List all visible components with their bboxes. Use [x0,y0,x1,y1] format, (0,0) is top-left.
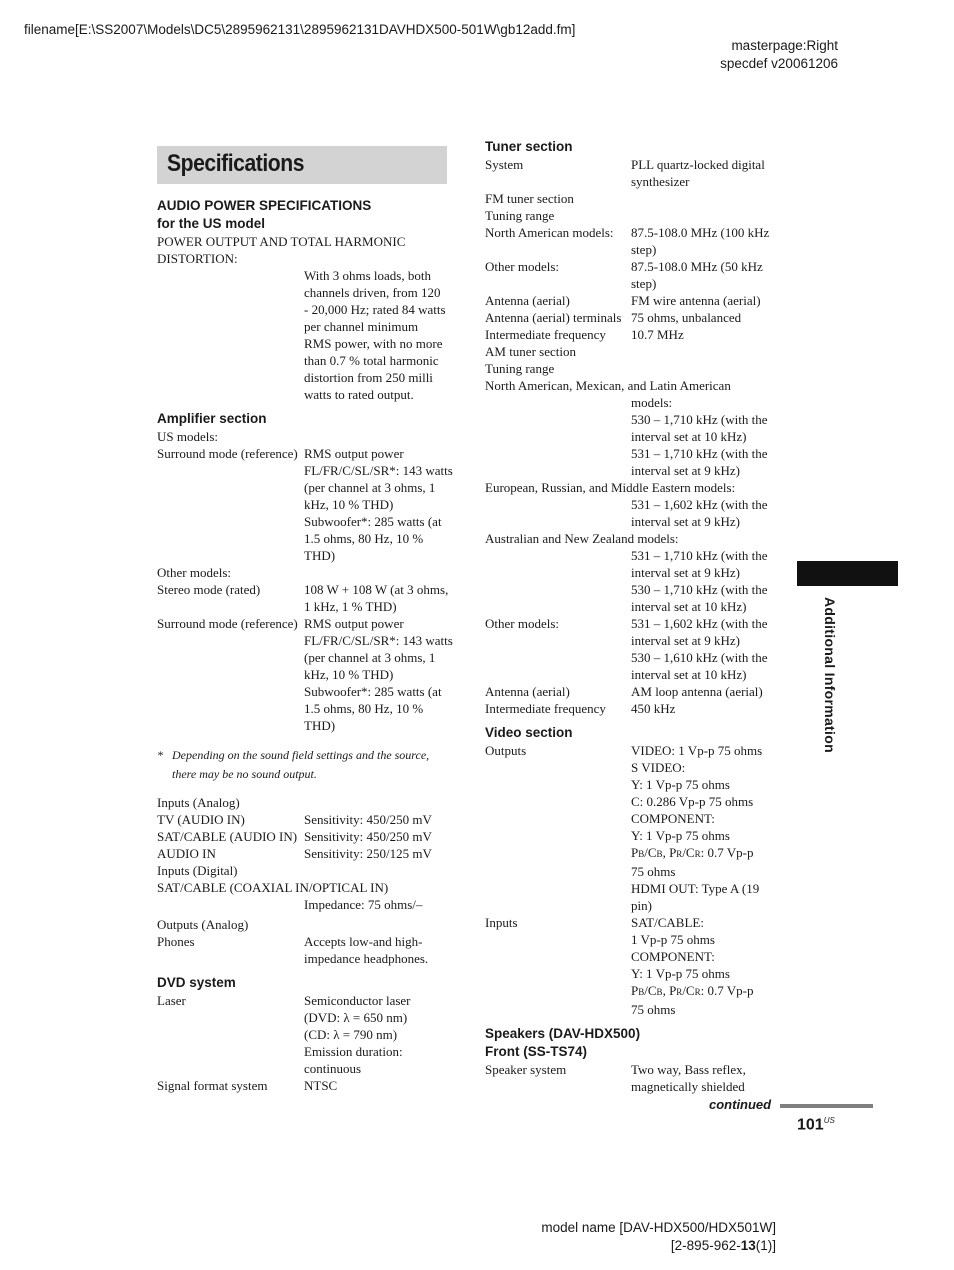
value-line: step) [631,276,657,291]
spec-value [304,581,457,615]
pr-letter: , P [662,845,677,860]
value-line: Y: 1 Vp-p 75 ohms [631,777,730,792]
value-line: Two way, Bass reflex, [631,1062,746,1077]
desc-line: distortion from 250 milli [304,370,433,385]
pb-sub: B [638,987,645,997]
spec-key: Intermediate frequency [485,701,606,716]
continued-label: continued [709,1097,772,1112]
spec-key: TV (AUDIO IN) [157,812,245,827]
value-line: continuous [304,1061,362,1076]
spec-row-audio-in [157,845,457,862]
am-tuner-label: AM tuner section [485,344,576,359]
spec-row-antenna-terminals [485,309,785,326]
spec-value: NTSC [304,1078,338,1093]
pb-letter: P [631,845,639,860]
value-line: Y: 1 Vp-p 75 ohms [631,828,730,843]
spec-key: Other models: [485,259,560,274]
page-title-box [157,146,447,184]
desc-line: watts to rated output. [304,387,414,402]
value-line: step) [631,242,657,257]
cb-letter: /C [644,845,657,860]
desc-line: - 20,000 Hz; rated 84 watts [304,302,446,317]
value-line: pin) [631,898,652,913]
pb-sub: B [638,849,645,859]
value-line: Subwoofer*: 285 watts (at [304,684,442,699]
spec-value: Sensitivity: 250/125 mV [304,846,432,861]
value-line: interval set at 10 kHz) [631,599,747,614]
value-line: 1.5 ohms, 80 Hz, 10 % [304,531,424,546]
spec-value: Sensitivity: 450/250 mV [304,829,432,844]
speakers-heading [485,1025,785,1061]
value-line: COMPONENT: [631,949,715,964]
pr-letter: , P [662,983,677,998]
footer-code-bold: 13 [740,1238,756,1253]
spec-value [631,258,785,292]
spec-value [631,742,785,914]
value-line: interval set at 9 kHz) [631,514,741,529]
value-line: 531 – 1,710 kHz (with the [631,548,768,563]
value-line: 1 kHz, 1 % THD) [304,599,397,614]
value-line: magnetically shielded [631,1079,745,1094]
spec-row-tv [157,811,457,828]
footnote [157,746,457,784]
spec-value [631,914,785,1018]
spec-row-other-surround [157,615,457,734]
footer-model-name: model name [DAV-HDX500/HDX501W] [541,1220,776,1235]
audio-power-heading-line-2: for the US model [157,216,266,231]
cr-sub: R [694,849,701,859]
spec-row-system [485,156,785,190]
nam-models-values [485,394,785,479]
pb-pr-value: : 0.7 Vp-p [700,845,754,860]
value-line: C: 0.286 Vp-p 75 ohms [631,794,754,809]
sat-coaxial-label: SAT/CABLE (COAXIAL IN/OPTICAL IN) [157,880,389,895]
value-line: S VIDEO: [631,760,686,775]
spec-key: Phones [157,934,195,949]
value-line: Accepts low-and high- [304,934,423,949]
spec-key: System [485,157,524,172]
desc-line: With 3 ohms loads, both [304,268,431,283]
desc-line: than 0.7 % total harmonic [304,353,439,368]
spec-row-fm-antenna [485,292,785,309]
continued-bar [780,1104,873,1108]
fm-tuning-range-label: Tuning range [485,208,555,223]
spec-key: Other models: [485,616,560,631]
audio-power-heading [157,197,457,233]
impedance-value: Impedance: 75 ohms/– [304,897,423,912]
specdef-label: specdef v20061206 [720,56,838,71]
spec-row-sat-cable [157,828,457,845]
models-label: models: [631,395,673,410]
power-output-label: POWER OUTPUT AND TOTAL HARMONIC [157,234,406,249]
tuner-section-heading: Tuner section [485,139,573,154]
value-line: 530 – 1,710 kHz (with the [631,412,768,427]
value-line: Semiconductor laser [304,993,411,1008]
spec-key: Inputs [485,915,518,930]
value-line: 75 ohms [631,1002,676,1017]
value-line: interval set at 10 kHz) [631,667,747,682]
spec-key: Antenna (aerial) [485,684,570,699]
dvd-system-heading: DVD system [157,975,236,990]
spec-row-fm-if [485,326,785,343]
spec-key: Outputs [485,743,527,758]
spec-key: Antenna (aerial) terminals [485,310,622,325]
spec-row-stereo [157,581,457,615]
footer-code-post: (1)] [755,1238,776,1253]
spec-key: Intermediate frequency [485,327,606,342]
other-models-label: Other models: [157,565,232,580]
value-line: THD) [304,548,336,563]
cr-letter: /C [682,845,695,860]
value-line: interval set at 9 kHz) [631,633,741,648]
spec-value [304,445,457,564]
value-line: (per channel at 3 ohms, 1 [304,650,436,665]
value-line: RMS output power [304,446,404,461]
value-line: impedance headphones. [304,951,429,966]
speakers-heading-line-1: Speakers (DAV-HDX500) [485,1026,641,1041]
value-line: 530 – 1,710 kHz (with the [631,582,768,597]
value-line: RMS output power [304,616,404,631]
filename-header: filename[E:\SS2007\Models\DC5\2895962131\2895962131DAVHDX500-501W\gb12add.fm] [24,22,576,37]
spec-value [631,224,785,258]
spec-row-laser [157,992,457,1077]
value-line: (CD: λ = 790 nm) [304,1027,398,1042]
nam-models-label: North American, Mexican, and Latin American [485,378,731,393]
value-line: SAT/CABLE: [631,915,704,930]
value-line: 1.5 ohms, 80 Hz, 10 % [304,701,424,716]
spec-row-am-other-models [485,615,785,683]
value-line: Y: 1 Vp-p 75 ohms [631,966,730,981]
masterpage-header [720,37,838,73]
value-line: interval set at 9 kHz) [631,565,741,580]
cr-letter: /C [682,983,695,998]
spec-row-na-models [485,224,785,258]
spec-key: AUDIO IN [157,846,216,861]
spec-value: 450 kHz [631,701,676,716]
value-line: 1 Vp-p 75 ohms [631,932,715,947]
cb-sub: B [656,849,663,859]
value-line: 87.5-108.0 MHz (100 kHz [631,225,770,240]
value-line: VIDEO: 1 Vp-p 75 ohms [631,743,763,758]
spec-key: Surround mode (reference) [157,446,298,461]
spec-key: North American models: [485,225,614,240]
spec-row-us-surround [157,445,457,564]
eu-models-values [485,496,785,530]
spec-key: Signal format system [157,1078,268,1093]
au-models-label: Australian and New Zealand models: [485,531,679,546]
value-line: (DVD: λ = 650 nm) [304,1010,408,1025]
value-line: kHz, 10 % THD) [304,667,394,682]
pr-sub: R [676,987,683,997]
page-number-suffix: US [823,1116,835,1125]
speakers-heading-line-2: Front (SS-TS74) [485,1044,588,1059]
desc-line: RMS power, with no more [304,336,443,351]
value-line: (per channel at 3 ohms, 1 [304,480,436,495]
spec-value [631,615,785,683]
spec-key: Stereo mode (rated) [157,582,261,597]
component-pb-pr-line [631,982,785,1001]
spec-key: SAT/CABLE (AUDIO IN) [157,829,298,844]
cb-sub: B [656,987,663,997]
value-line: Emission duration: [304,1044,403,1059]
spec-value: AM loop antenna (aerial) [631,684,763,699]
pr-sub: R [676,849,683,859]
value-line: COMPONENT: [631,811,715,826]
spec-row-video-outputs [485,742,785,914]
value-line: PLL quartz-locked digital [631,157,765,172]
audio-power-heading-line-1: AUDIO POWER SPECIFICATIONS [157,198,372,213]
value-line: 531 – 1,710 kHz (with the [631,446,768,461]
spec-value: Sensitivity: 450/250 mV [304,812,432,827]
spec-value [631,156,785,190]
desc-line: per channel minimum [304,319,419,334]
section-side-label: Additional Information [822,597,838,753]
masterpage-label: masterpage:Right [731,38,838,53]
spec-value [304,992,457,1077]
value-line: kHz, 10 % THD) [304,497,394,512]
spec-row-phones [157,933,457,967]
spec-value: 10.7 MHz [631,327,684,342]
pb-pr-value: : 0.7 Vp-p [700,983,754,998]
desc-line: channels driven, from 120 [304,285,441,300]
spec-key: Surround mode (reference) [157,616,298,631]
cb-letter: /C [644,983,657,998]
footer-code [541,1237,776,1255]
distortion-label: DISTORTION: [157,251,238,266]
value-line: FL/FR/C/SL/SR*: 143 watts [304,463,453,478]
spec-row-speaker-system [485,1061,785,1095]
value-line: 87.5-108.0 MHz (50 kHz [631,259,763,274]
spec-value [304,933,457,967]
cr-sub: R [694,987,701,997]
value-line: HDMI OUT: Type A (19 [631,881,760,896]
au-models-values [485,547,785,615]
left-column [157,197,457,1094]
page-number [797,1116,835,1134]
footer-code-pre: [2-895-962- [670,1238,741,1253]
footer [541,1219,776,1255]
audio-power-description [157,267,457,403]
value-line: FL/FR/C/SL/SR*: 143 watts [304,633,453,648]
am-tuning-range-label: Tuning range [485,361,555,376]
us-models-label: US models: [157,429,219,444]
amplifier-section-heading: Amplifier section [157,411,267,426]
pb-letter: P [631,983,639,998]
value-line: 531 – 1,602 kHz (with the [631,497,768,512]
spec-value [631,1061,785,1095]
value-line: synthesizer [631,174,690,189]
spec-value [304,615,457,734]
inputs-digital-label: Inputs (Digital) [157,863,238,878]
section-side-tab [797,561,898,586]
eu-models-label: European, Russian, and Middle Eastern models: [485,480,736,495]
inputs-analog-label: Inputs (Analog) [157,795,240,810]
spec-value: FM wire antenna (aerial) [631,293,761,308]
value-line: Subwoofer*: 285 watts (at [304,514,442,529]
value-line: 531 – 1,602 kHz (with the [631,616,768,631]
component-pb-pr-line [631,844,785,863]
spec-key: Laser [157,993,186,1008]
value-line: interval set at 9 kHz) [631,463,741,478]
footnote-line: Depending on the sound field settings and the source, [172,748,430,762]
fm-tuner-label: FM tuner section [485,191,574,206]
spec-row-am-if [485,700,785,717]
spec-row-am-antenna [485,683,785,700]
footnote-line: there may be no sound output. [172,767,317,781]
video-section-heading: Video section [485,725,573,740]
spec-value: 75 ohms, unbalanced [631,310,742,325]
value-line: 108 W + 108 W (at 3 ohms, [304,582,449,597]
page-number-value: 101 [797,1116,824,1134]
right-column [485,138,785,1095]
outputs-analog-label: Outputs (Analog) [157,917,249,932]
spec-row-other-models [485,258,785,292]
value-line: THD) [304,718,336,733]
footnote-text [172,746,429,784]
spec-row-signal-format [157,1077,457,1094]
footnote-mark: * [157,748,163,762]
value-line: 530 – 1,610 kHz (with the [631,650,768,665]
spec-key: Speaker system [485,1062,567,1077]
value-line: 75 ohms [631,864,676,879]
spec-row-video-inputs [485,914,785,1018]
page-title: Specifications [167,150,305,177]
value-line: interval set at 10 kHz) [631,429,747,444]
spec-key: Antenna (aerial) [485,293,570,308]
